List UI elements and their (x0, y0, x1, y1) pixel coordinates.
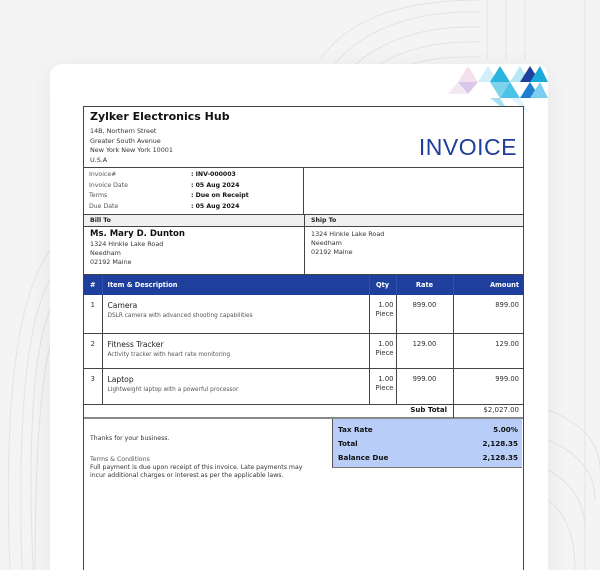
item-description: Lightweight laptop with a powerful processor (107, 386, 239, 393)
balance-due-row: Balance Due 2,128.35 (338, 453, 518, 463)
invoice-details (84, 168, 304, 214)
due-date-row: Due Date : 05 Aug 2024 (89, 202, 240, 210)
col-item: Item & Description (102, 275, 369, 295)
item-description: Activity tracker with heart rate monitoring (107, 351, 231, 358)
col-qty: Qty (369, 275, 396, 295)
totals-box (332, 419, 522, 468)
table-row: 3 Laptop Lightweight laptop with a powerful processor 1.00 Piece 999.00 999.00 (84, 368, 523, 404)
invoice-card (50, 64, 548, 570)
customer-name: Ms. Mary D. Dunton (90, 229, 185, 239)
invoice-number-row: Invoice# : INV-000003 (89, 171, 236, 179)
col-rate: Rate (396, 275, 453, 295)
table-row: 1 Camera DSLR camera with advanced shooting capabilities 1.00 Piece 899.00 899.00 (84, 295, 523, 333)
invoice-date-row: Invoice Date : 05 Aug 2024 (89, 181, 240, 189)
subtotal-label: Sub Total (410, 406, 447, 414)
table-header-row (84, 275, 523, 295)
terms-row: Terms : Due on Receipt (89, 192, 249, 200)
ship-to-heading: Ship To (311, 217, 337, 224)
document-title: INVOICE (418, 134, 517, 160)
invoice-document (83, 106, 524, 570)
ship-to-address: 1324 Hinkle Lake Road Needham 02192 Maine (311, 230, 385, 257)
bill-to-heading: Bill To (90, 217, 111, 224)
thanks-note: Thanks for your business. (90, 435, 170, 442)
invoice-header (84, 107, 523, 168)
total-row: Total 2,128.35 (338, 439, 518, 449)
terms-title: Terms & Conditions (90, 456, 150, 463)
bill-to-address: Ms. Mary D. Dunton 1324 Hinkle Lake Road Needham 02192 Maine (90, 229, 185, 267)
invoice-info-section (84, 168, 523, 215)
col-amount: Amount (453, 275, 523, 295)
divider (304, 227, 305, 275)
footer-notes (90, 435, 302, 480)
subtotal-row (84, 404, 523, 419)
company-name: Zylker Electronics Hub (90, 110, 230, 123)
bill-ship-header (84, 215, 523, 227)
subtotal-value: $2,027.00 (453, 404, 523, 418)
col-number: # (84, 275, 102, 295)
tax-rate-row: Tax Rate 5.00% (338, 425, 518, 435)
item-description: DSLR camera with advanced shooting capabilities (107, 313, 253, 320)
item-name: Laptop (107, 374, 134, 384)
item-name: Camera (107, 301, 138, 310)
terms-text: Full payment is due upon receipt of this invoice. Late payments may (90, 464, 303, 471)
terms-text: incur additional charges or interest as per the applicable laws. (90, 472, 284, 479)
divider (304, 215, 305, 227)
item-name: Fitness Tracker (107, 339, 164, 349)
company-address: 14B, Northern Street Greater South Avenue New York New York 10001 U.S.A (90, 127, 173, 164)
table-row: 2 Fitness Tracker Activity tracker with heart rate monitoring 1.00 Piece 129.00 129.00 (84, 333, 523, 368)
bill-ship-addresses (84, 227, 523, 275)
line-items-table (84, 275, 523, 405)
